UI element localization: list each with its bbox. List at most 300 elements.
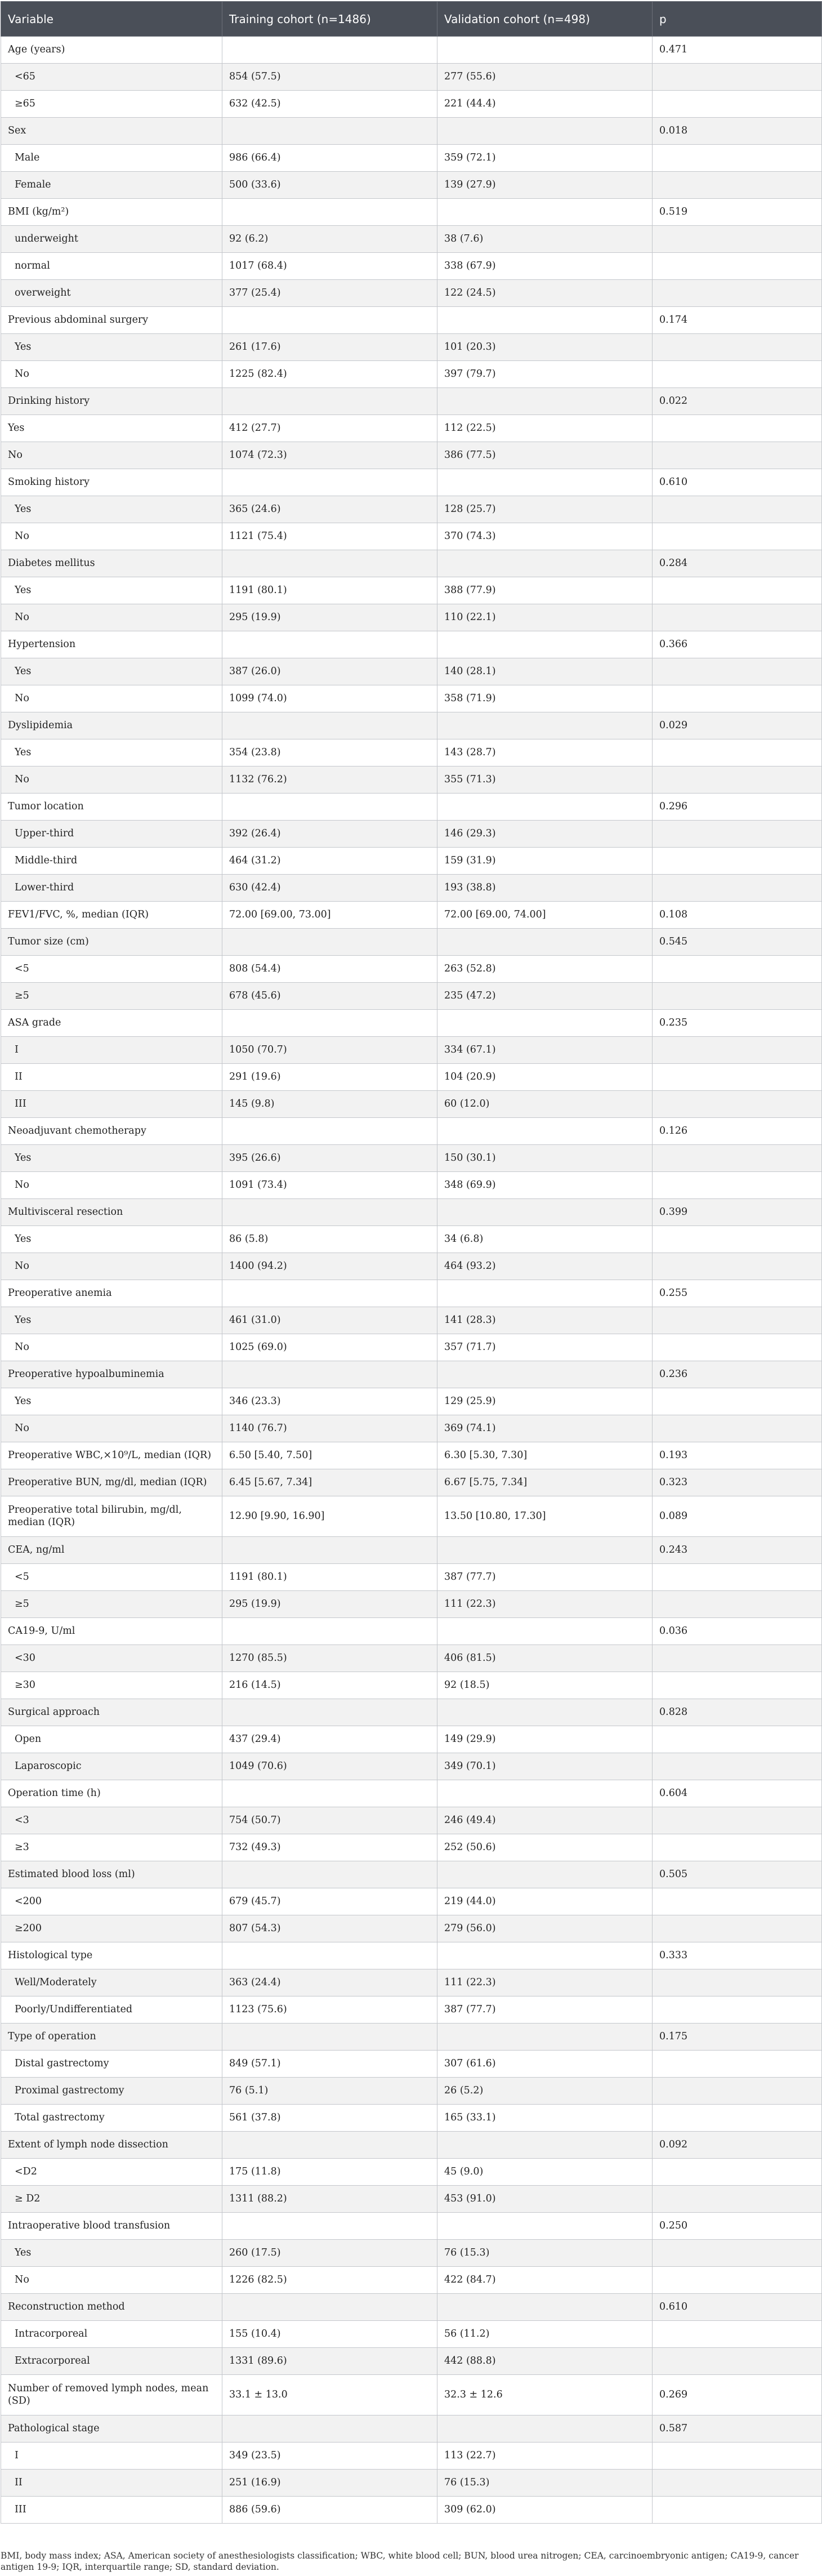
cell-validation: 193 (38.8) xyxy=(437,875,653,902)
cell-variable: Neoadjuvant chemotherapy xyxy=(1,1118,222,1145)
cell-validation xyxy=(437,388,653,415)
cell-training: 500 (33.6) xyxy=(222,172,437,199)
cell-validation: 359 (72.1) xyxy=(437,145,653,172)
cell-variable: Drinking history xyxy=(1,388,222,415)
cell-variable: Total gastrectomy xyxy=(1,2105,222,2132)
cell-p-value xyxy=(653,1064,822,1091)
cell-p-value xyxy=(653,226,822,253)
cell-validation: 32.3 ± 12.6 xyxy=(437,2375,653,2415)
table-row xyxy=(1,2024,822,2051)
cell-validation: 128 (25.7) xyxy=(437,496,653,523)
cell-training xyxy=(222,118,437,145)
cell-validation: 101 (20.3) xyxy=(437,334,653,361)
cell-p-value xyxy=(653,1226,822,1253)
cell-training: 72.00 [69.00, 73.00] xyxy=(222,902,437,929)
cell-validation xyxy=(437,1942,653,1969)
cell-training xyxy=(222,631,437,658)
header-validation-cohort: Validation cohort (n=498) xyxy=(437,2,653,37)
cell-validation: 357 (71.7) xyxy=(437,1334,653,1361)
cell-variable: Smoking history xyxy=(1,469,222,496)
cell-training: 86 (5.8) xyxy=(222,1226,437,1253)
cell-training xyxy=(222,1861,437,1888)
cell-variable: underweight xyxy=(1,226,222,253)
cell-variable: <200 xyxy=(1,1888,222,1915)
table-row xyxy=(1,1996,822,2024)
table-row xyxy=(1,2240,822,2267)
cell-p-value: 0.255 xyxy=(653,1280,822,1307)
table-row xyxy=(1,875,822,902)
cell-variable: normal xyxy=(1,253,222,280)
cell-variable: ≥30 xyxy=(1,1672,222,1699)
cell-training: 561 (37.8) xyxy=(222,2105,437,2132)
cell-p-value: 0.174 xyxy=(653,307,822,334)
cell-variable: Multivisceral resection xyxy=(1,1199,222,1226)
header-variable: Variable xyxy=(1,2,222,37)
cell-validation: 397 (79.7) xyxy=(437,361,653,388)
cell-p-value xyxy=(653,577,822,604)
cell-validation xyxy=(437,1618,653,1645)
cell-variable: Female xyxy=(1,172,222,199)
cell-validation: 246 (49.4) xyxy=(437,1807,653,1834)
table-row xyxy=(1,2105,822,2132)
cell-validation xyxy=(437,2415,653,2443)
cell-p-value: 0.175 xyxy=(653,2024,822,2051)
table-container xyxy=(1,1,821,2524)
cell-validation xyxy=(437,2213,653,2240)
cell-training: 251 (16.9) xyxy=(222,2470,437,2497)
cell-p-value: 0.610 xyxy=(653,2294,822,2321)
cell-validation xyxy=(437,1118,653,1145)
cell-training: 145 (9.8) xyxy=(222,1091,437,1118)
cell-validation xyxy=(437,1010,653,1037)
cell-p-value xyxy=(653,1726,822,1753)
table-row xyxy=(1,1564,822,1591)
table-row xyxy=(1,766,822,794)
cell-p-value xyxy=(653,91,822,118)
cell-variable: Pathological stage xyxy=(1,2415,222,2443)
cell-training xyxy=(222,2294,437,2321)
cell-training: 1121 (75.4) xyxy=(222,523,437,550)
cell-variable: <65 xyxy=(1,64,222,91)
cell-variable: No xyxy=(1,685,222,712)
table-row xyxy=(1,1618,822,1645)
cell-training xyxy=(222,550,437,577)
cell-training: 260 (17.5) xyxy=(222,2240,437,2267)
cell-training: 1191 (80.1) xyxy=(222,1564,437,1591)
cell-training xyxy=(222,2213,437,2240)
cell-p-value: 0.333 xyxy=(653,1942,822,1969)
table-row xyxy=(1,496,822,523)
cell-variable: Type of operation xyxy=(1,2024,222,2051)
cell-training: 395 (26.6) xyxy=(222,1145,437,1172)
cell-variable: No xyxy=(1,1253,222,1280)
cell-p-value: 0.284 xyxy=(653,550,822,577)
cell-p-value xyxy=(653,1672,822,1699)
table-row xyxy=(1,523,822,550)
cell-variable: Preoperative anemia xyxy=(1,1280,222,1307)
cell-training xyxy=(222,2024,437,2051)
cell-training: 6.50 [5.40, 7.50] xyxy=(222,1442,437,1469)
cell-validation xyxy=(437,2024,653,2051)
cell-p-value xyxy=(653,172,822,199)
cell-training: 437 (29.4) xyxy=(222,1726,437,1753)
table-row xyxy=(1,1145,822,1172)
cell-validation xyxy=(437,1699,653,1726)
table-row xyxy=(1,604,822,631)
cell-validation: 56 (11.2) xyxy=(437,2321,653,2348)
cell-validation: 159 (31.9) xyxy=(437,848,653,875)
cell-training xyxy=(222,1942,437,1969)
cell-validation xyxy=(437,1537,653,1564)
cell-p-value xyxy=(653,875,822,902)
cell-training: 392 (26.4) xyxy=(222,821,437,848)
table-row xyxy=(1,1064,822,1091)
cell-variable: ASA grade xyxy=(1,1010,222,1037)
cell-validation xyxy=(437,1361,653,1388)
cell-validation: 104 (20.9) xyxy=(437,1064,653,1091)
cell-training xyxy=(222,1118,437,1145)
cell-p-value xyxy=(653,415,822,442)
cell-validation: 111 (22.3) xyxy=(437,1969,653,1996)
table-row xyxy=(1,2294,822,2321)
cell-validation: 442 (88.8) xyxy=(437,2348,653,2375)
cell-training: 1025 (69.0) xyxy=(222,1334,437,1361)
cell-p-value: 0.545 xyxy=(653,929,822,956)
cell-training: 632 (42.5) xyxy=(222,91,437,118)
cell-validation: 112 (22.5) xyxy=(437,415,653,442)
cell-p-value xyxy=(653,766,822,794)
table-row xyxy=(1,145,822,172)
table-row xyxy=(1,1280,822,1307)
cell-validation: 388 (77.9) xyxy=(437,577,653,604)
cell-p-value xyxy=(653,64,822,91)
cell-p-value xyxy=(653,821,822,848)
cell-variable: No xyxy=(1,2267,222,2294)
table-row xyxy=(1,2132,822,2159)
cell-training: 679 (45.7) xyxy=(222,1888,437,1915)
cell-validation: 309 (62.0) xyxy=(437,2497,653,2524)
table-row xyxy=(1,1415,822,1442)
cell-validation: 122 (24.5) xyxy=(437,280,653,307)
cell-training: 346 (23.3) xyxy=(222,1388,437,1415)
cell-training: 1270 (85.5) xyxy=(222,1645,437,1672)
table-row xyxy=(1,226,822,253)
table-row xyxy=(1,1307,822,1334)
cell-training: 295 (19.9) xyxy=(222,604,437,631)
table-row xyxy=(1,1253,822,1280)
table-row xyxy=(1,1496,822,1537)
table-row xyxy=(1,2375,822,2415)
cell-training: 1311 (88.2) xyxy=(222,2186,437,2213)
cell-p-value xyxy=(653,658,822,685)
cell-training: 678 (45.6) xyxy=(222,983,437,1010)
cell-training xyxy=(222,712,437,739)
table-row xyxy=(1,1010,822,1037)
cell-p-value xyxy=(653,1334,822,1361)
table-row xyxy=(1,577,822,604)
cell-p-value xyxy=(653,2078,822,2105)
cell-variable: Yes xyxy=(1,415,222,442)
cell-p-value xyxy=(653,739,822,766)
cell-variable: I xyxy=(1,2443,222,2470)
table-row xyxy=(1,1672,822,1699)
cell-variable: <D2 xyxy=(1,2159,222,2186)
cell-training xyxy=(222,388,437,415)
cell-p-value xyxy=(653,2321,822,2348)
cell-variable: Diabetes mellitus xyxy=(1,550,222,577)
cell-validation: 92 (18.5) xyxy=(437,1672,653,1699)
cell-variable: overweight xyxy=(1,280,222,307)
cell-variable: Distal gastrectomy xyxy=(1,2051,222,2078)
cell-p-value: 0.269 xyxy=(653,2375,822,2415)
cell-p-value xyxy=(653,848,822,875)
table-row xyxy=(1,1361,822,1388)
cell-validation: 13.50 [10.80, 17.30] xyxy=(437,1496,653,1537)
table-row xyxy=(1,794,822,821)
cell-training: 1331 (89.6) xyxy=(222,2348,437,2375)
table-row xyxy=(1,442,822,469)
cell-training: 349 (23.5) xyxy=(222,2443,437,2470)
cell-p-value: 0.236 xyxy=(653,1361,822,1388)
cell-p-value xyxy=(653,2470,822,2497)
table-row xyxy=(1,2321,822,2348)
cell-training xyxy=(222,2132,437,2159)
cell-variable: <30 xyxy=(1,1645,222,1672)
cell-validation: 26 (5.2) xyxy=(437,2078,653,2105)
cell-training: 854 (57.5) xyxy=(222,64,437,91)
cell-validation: 221 (44.4) xyxy=(437,91,653,118)
cell-training xyxy=(222,2415,437,2443)
cell-training xyxy=(222,307,437,334)
table-body xyxy=(1,37,822,2524)
cell-training: 175 (11.8) xyxy=(222,2159,437,2186)
cell-validation xyxy=(437,37,653,64)
table-row xyxy=(1,388,822,415)
cell-variable: Upper-third xyxy=(1,821,222,848)
cell-validation xyxy=(437,199,653,226)
cell-validation: 146 (29.3) xyxy=(437,821,653,848)
cell-validation: 464 (93.2) xyxy=(437,1253,653,1280)
table-header xyxy=(1,2,822,37)
cell-validation xyxy=(437,712,653,739)
cell-validation: 349 (70.1) xyxy=(437,1753,653,1780)
cell-validation xyxy=(437,307,653,334)
table-row xyxy=(1,1118,822,1145)
cell-p-value xyxy=(653,496,822,523)
cell-variable: CEA, ng/ml xyxy=(1,1537,222,1564)
cell-training: 216 (14.5) xyxy=(222,1672,437,1699)
cell-p-value: 0.235 xyxy=(653,1010,822,1037)
cell-variable: Yes xyxy=(1,1388,222,1415)
cell-training xyxy=(222,1280,437,1307)
cell-p-value xyxy=(653,361,822,388)
cell-training: 1091 (73.4) xyxy=(222,1172,437,1199)
cell-p-value: 0.471 xyxy=(653,37,822,64)
cell-training xyxy=(222,1699,437,1726)
cell-training: 1140 (76.7) xyxy=(222,1415,437,1442)
cell-validation xyxy=(437,1780,653,1807)
table-row xyxy=(1,469,822,496)
cell-validation: 334 (67.1) xyxy=(437,1037,653,1064)
cell-variable: ≥200 xyxy=(1,1915,222,1942)
cell-variable: Number of removed lymph nodes, mean (SD) xyxy=(1,2375,222,2415)
cell-p-value: 0.519 xyxy=(653,199,822,226)
cell-p-value: 0.126 xyxy=(653,1118,822,1145)
cell-training: 1191 (80.1) xyxy=(222,577,437,604)
cell-variable: III xyxy=(1,1091,222,1118)
cell-variable: Poorly/Undifferentiated xyxy=(1,1996,222,2024)
cell-p-value xyxy=(653,956,822,983)
cell-validation: 263 (52.8) xyxy=(437,956,653,983)
cell-variable: Intraoperative blood transfusion xyxy=(1,2213,222,2240)
cell-variable: BMI (kg/m²) xyxy=(1,199,222,226)
cell-training xyxy=(222,37,437,64)
cell-p-value: 0.018 xyxy=(653,118,822,145)
cell-training: 1225 (82.4) xyxy=(222,361,437,388)
table-row xyxy=(1,361,822,388)
cell-p-value: 0.243 xyxy=(653,1537,822,1564)
cell-p-value xyxy=(653,1145,822,1172)
cell-validation: 338 (67.9) xyxy=(437,253,653,280)
cell-p-value: 0.323 xyxy=(653,1469,822,1496)
cell-training: 1049 (70.6) xyxy=(222,1753,437,1780)
cell-training xyxy=(222,929,437,956)
table-row xyxy=(1,1469,822,1496)
cell-variable: Yes xyxy=(1,1307,222,1334)
table-row xyxy=(1,631,822,658)
cell-validation: 76 (15.3) xyxy=(437,2470,653,2497)
cell-variable: Preoperative BUN, mg/dl, median (IQR) xyxy=(1,1469,222,1496)
cell-variable: No xyxy=(1,766,222,794)
table-row xyxy=(1,929,822,956)
table-row xyxy=(1,1807,822,1834)
cell-training: 155 (10.4) xyxy=(222,2321,437,2348)
cell-p-value: 0.250 xyxy=(653,2213,822,2240)
cell-p-value xyxy=(653,685,822,712)
cell-validation xyxy=(437,1199,653,1226)
cell-validation: 369 (74.1) xyxy=(437,1415,653,1442)
cell-p-value xyxy=(653,1307,822,1334)
cell-p-value xyxy=(653,1645,822,1672)
cell-variable: I xyxy=(1,1037,222,1064)
cell-training: 12.90 [9.90, 16.90] xyxy=(222,1496,437,1537)
table-row xyxy=(1,199,822,226)
cell-variable: Hypertension xyxy=(1,631,222,658)
cell-variable: ≥5 xyxy=(1,983,222,1010)
cell-training: 886 (59.6) xyxy=(222,2497,437,2524)
cell-p-value xyxy=(653,1591,822,1618)
cell-validation: 219 (44.0) xyxy=(437,1888,653,1915)
cell-validation: 143 (28.7) xyxy=(437,739,653,766)
cell-p-value xyxy=(653,1969,822,1996)
cell-variable: Proximal gastrectomy xyxy=(1,2078,222,2105)
cell-validation: 139 (27.9) xyxy=(437,172,653,199)
cell-validation: 6.30 [5.30, 7.30] xyxy=(437,1442,653,1469)
table-row xyxy=(1,1834,822,1861)
table-row xyxy=(1,1888,822,1915)
header-row xyxy=(1,2,822,37)
table-row xyxy=(1,334,822,361)
cell-p-value xyxy=(653,1807,822,1834)
table-row xyxy=(1,1969,822,1996)
table-row xyxy=(1,739,822,766)
cell-variable: Preoperative total bilirubin, mg/dl, median (IQR) xyxy=(1,1496,222,1537)
cell-variable: Lower-third xyxy=(1,875,222,902)
cell-validation: 113 (22.7) xyxy=(437,2443,653,2470)
cell-p-value xyxy=(653,1415,822,1442)
table-row xyxy=(1,1753,822,1780)
table-row xyxy=(1,821,822,848)
cell-validation: 348 (69.9) xyxy=(437,1172,653,1199)
cell-variable: Yes xyxy=(1,658,222,685)
cell-variable: No xyxy=(1,523,222,550)
table-row xyxy=(1,712,822,739)
cell-training xyxy=(222,1199,437,1226)
cell-p-value: 0.089 xyxy=(653,1496,822,1537)
table-row xyxy=(1,902,822,929)
cell-variable: Yes xyxy=(1,334,222,361)
cell-p-value xyxy=(653,1253,822,1280)
cell-variable: Surgical approach xyxy=(1,1699,222,1726)
cell-variable: No xyxy=(1,1334,222,1361)
cell-validation: 406 (81.5) xyxy=(437,1645,653,1672)
cell-validation: 165 (33.1) xyxy=(437,2105,653,2132)
cell-validation: 140 (28.1) xyxy=(437,658,653,685)
cell-variable: Dyslipidemia xyxy=(1,712,222,739)
cell-p-value xyxy=(653,1037,822,1064)
cell-variable: No xyxy=(1,604,222,631)
cell-variable: Yes xyxy=(1,577,222,604)
cell-training: 1132 (76.2) xyxy=(222,766,437,794)
cell-training xyxy=(222,1361,437,1388)
cell-validation: 72.00 [69.00, 74.00] xyxy=(437,902,653,929)
cell-variable: II xyxy=(1,1064,222,1091)
cell-variable: Extent of lymph node dissection xyxy=(1,2132,222,2159)
cell-training: 377 (25.4) xyxy=(222,280,437,307)
cell-validation: 277 (55.6) xyxy=(437,64,653,91)
cell-validation: 60 (12.0) xyxy=(437,1091,653,1118)
cell-validation xyxy=(437,550,653,577)
cell-training: 732 (49.3) xyxy=(222,1834,437,1861)
table-row xyxy=(1,2497,822,2524)
cell-training: 6.45 [5.67, 7.34] xyxy=(222,1469,437,1496)
cell-variable: ≥3 xyxy=(1,1834,222,1861)
table-row xyxy=(1,685,822,712)
cell-training: 849 (57.1) xyxy=(222,2051,437,2078)
cell-variable: Tumor size (cm) xyxy=(1,929,222,956)
table-row xyxy=(1,1172,822,1199)
cell-p-value: 0.092 xyxy=(653,2132,822,2159)
cell-p-value xyxy=(653,1915,822,1942)
table-row xyxy=(1,280,822,307)
cell-p-value xyxy=(653,2105,822,2132)
cell-validation: 141 (28.3) xyxy=(437,1307,653,1334)
cell-p-value xyxy=(653,1753,822,1780)
cell-variable: No xyxy=(1,361,222,388)
cell-p-value xyxy=(653,1996,822,2024)
cell-p-value xyxy=(653,145,822,172)
cell-p-value xyxy=(653,523,822,550)
cell-p-value xyxy=(653,2186,822,2213)
table-row xyxy=(1,658,822,685)
cell-validation: 111 (22.3) xyxy=(437,1591,653,1618)
cell-p-value xyxy=(653,2348,822,2375)
cell-training: 363 (24.4) xyxy=(222,1969,437,1996)
cell-training: 807 (54.3) xyxy=(222,1915,437,1942)
table-row xyxy=(1,983,822,1010)
table-row xyxy=(1,1442,822,1469)
header-p-value: p xyxy=(653,2,822,37)
